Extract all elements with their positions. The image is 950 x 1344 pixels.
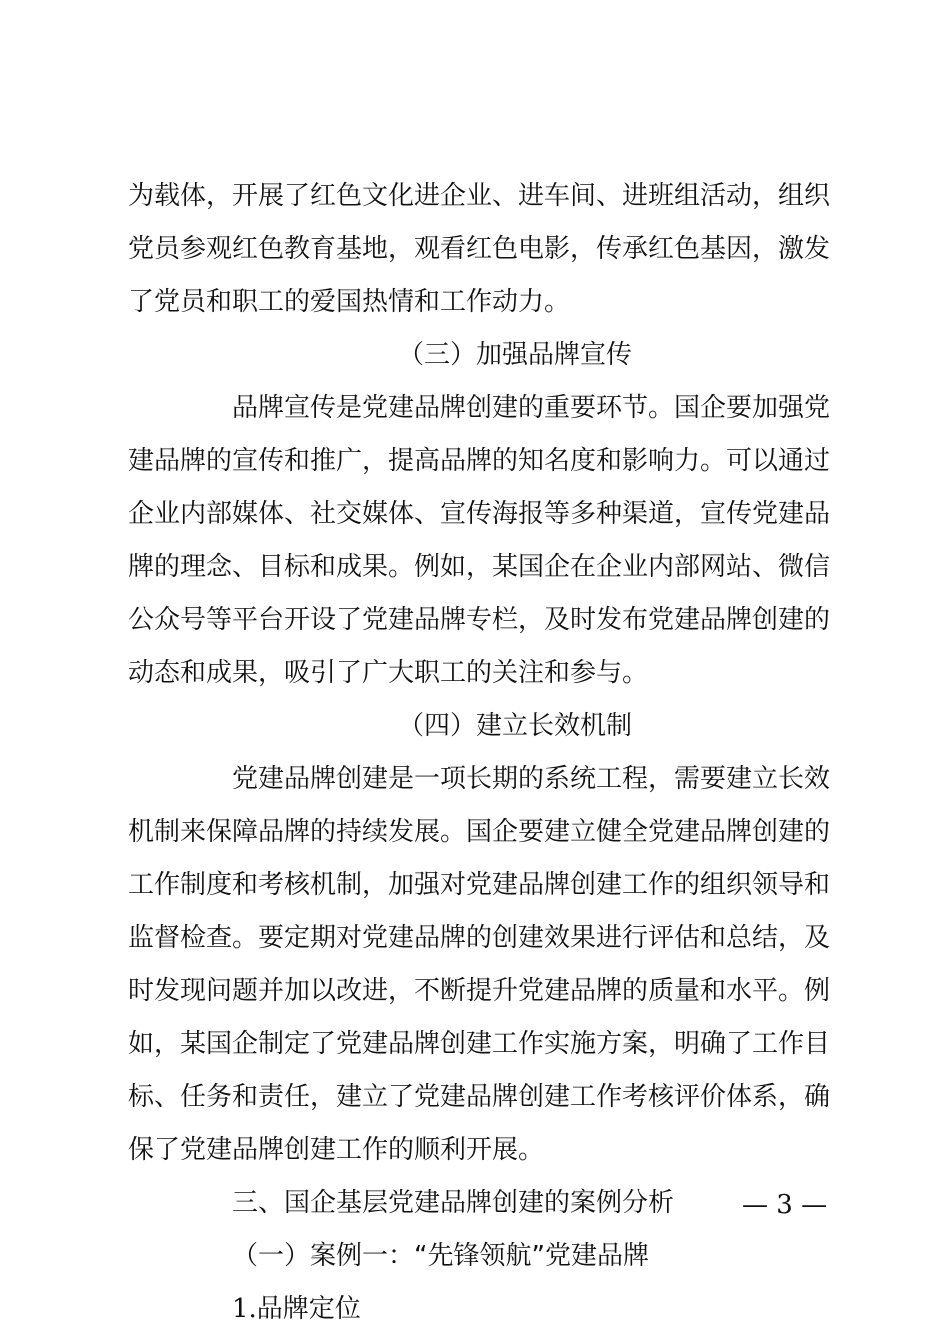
paragraph-line: 党建品牌创建是一项长期的系统工程，需要建立长效 — [232, 764, 831, 794]
paragraph-line: 企业内部媒体、社交媒体、宣传海报等多种渠道，宣传党建品 — [128, 499, 831, 529]
subsection-heading: （四）建立长效机制 — [398, 711, 633, 741]
paragraph-line: 品牌宣传是党建品牌创建的重要环节。国企要加强党 — [232, 393, 831, 423]
paragraph-line: 了党员和职工的爱国热情和工作动力。 — [128, 287, 571, 317]
paragraph-line: 为载体，开展了红色文化进企业、进车间、进班组活动，组织 — [128, 181, 831, 211]
paragraph-line: 动态和成果，吸引了广大职工的关注和参与。 — [128, 658, 649, 688]
case-heading: （一）案例一：“先锋领航”党建品牌 — [232, 1241, 649, 1271]
paragraph-line: 监督检查。要定期对党建品牌的创建效果进行评估和总结，及 — [128, 923, 831, 953]
paragraph-line: 如，某国企制定了党建品牌创建工作实施方案，明确了工作目 — [128, 1029, 831, 1059]
paragraph-line: 保了党建品牌创建工作的顺利开展。 — [128, 1135, 545, 1165]
paragraph-line: 公众号等平台开设了党建品牌专栏，及时发布党建品牌创建的 — [128, 605, 831, 635]
paragraph-line: 标、任务和责任，建立了党建品牌创建工作考核评价体系，确 — [128, 1082, 831, 1112]
paragraph-line: 时发现问题并加以改进，不断提升党建品牌的质量和水平。例 — [128, 976, 831, 1006]
paragraph-line: 党员参观红色教育基地，观看红色电影，传承红色基因，激发 — [128, 234, 831, 264]
paragraph-line: 建品牌的宣传和推广，提高品牌的知名度和影响力。可以通过 — [128, 446, 831, 476]
section-heading: 三、国企基层党建品牌创建的案例分析 — [232, 1188, 675, 1218]
subsection-heading: （三）加强品牌宣传 — [398, 340, 633, 370]
paragraph-line: 工作制度和考核机制，加强对党建品牌创建工作的组织领导和 — [128, 870, 831, 900]
item-heading: 1.品牌定位 — [232, 1294, 361, 1324]
page-number: — 3 — — [742, 1190, 828, 1220]
document-body — [128, 170, 831, 1336]
paragraph-line: 牌的理念、目标和成果。例如，某国企在企业内部网站、微信 — [128, 552, 831, 582]
paragraph-line: 机制来保障品牌的持续发展。国企要建立健全党建品牌创建的 — [128, 817, 831, 847]
